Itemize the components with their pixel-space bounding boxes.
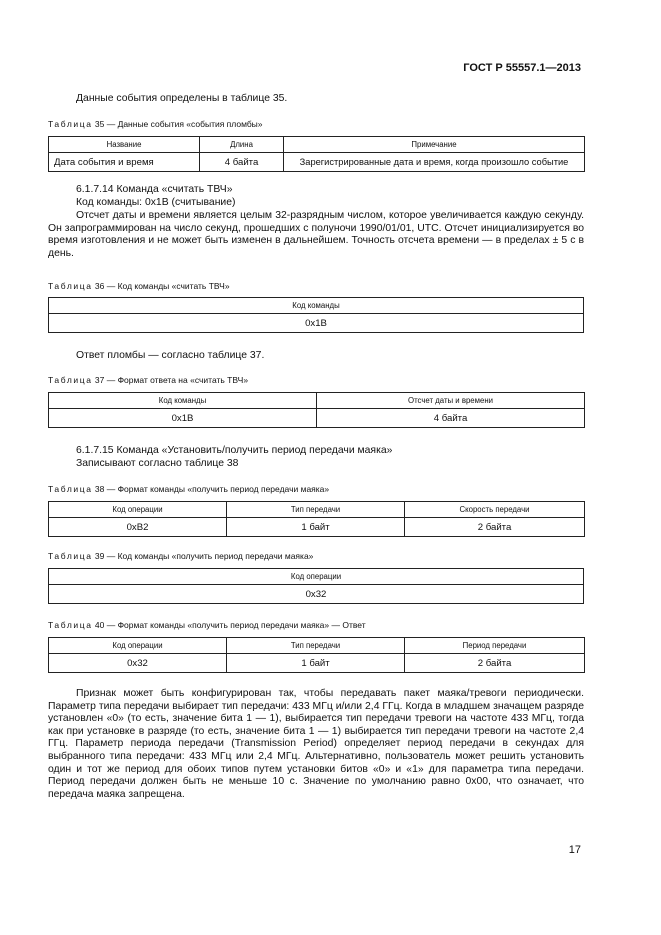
header-cell: Отсчет даты и времени xyxy=(317,393,585,409)
header-cell: Код команды xyxy=(49,298,584,314)
table-cell: 2 байта xyxy=(405,654,585,673)
table-header-row xyxy=(49,638,585,654)
table-39-caption xyxy=(48,551,313,561)
table-cell: 0x32 xyxy=(49,654,227,673)
section-6-1-7-15-note: Записывают согласно таблице 38 xyxy=(76,458,239,469)
table-row xyxy=(49,585,584,604)
caption-label: Таблица xyxy=(48,620,93,630)
table-36-caption xyxy=(48,281,230,291)
section-6-1-7-14-title: 6.1.7.14 Команда «считать ТВЧ» xyxy=(76,184,233,195)
table-cell: 0xB2 xyxy=(49,518,227,537)
table-cell: 4 байта xyxy=(317,409,585,428)
table-cell: Дата события и время xyxy=(49,153,200,172)
header-cell: Код команды xyxy=(49,393,317,409)
table-header-row xyxy=(49,393,585,409)
page-number: 17 xyxy=(568,844,581,856)
caption-text: 38 — Формат команды «получить период передачи маяка» xyxy=(92,484,330,494)
caption-text: 39 — Код команды «получить период передачи маяка» xyxy=(92,551,314,561)
table-38 xyxy=(48,501,585,537)
table-header-row xyxy=(49,502,585,518)
table-header-row xyxy=(49,298,584,314)
header-cell: Тип передачи xyxy=(227,502,405,518)
intro-paragraph: Данные события определены в таблице 35. xyxy=(76,93,288,104)
header-cell: Название xyxy=(49,137,200,153)
header-cell: Тип передачи xyxy=(227,638,405,654)
section-6-1-7-15-title: 6.1.7.15 Команда «Установить/получить период передачи маяка» xyxy=(76,445,393,456)
table-35-caption xyxy=(48,119,263,129)
command-code-line: Код команды: 0x1B (считывание) xyxy=(76,197,236,208)
table-row xyxy=(49,314,584,333)
header-cell: Код операции xyxy=(49,569,584,585)
table-row xyxy=(49,409,585,428)
table-cell: 1 байт xyxy=(227,518,405,537)
document-id: ГОСТ Р 55557.1—2013 xyxy=(463,62,581,74)
header-cell: Длина xyxy=(200,137,284,153)
table-row xyxy=(49,654,585,673)
table-cell: 0x1B xyxy=(49,409,317,428)
section-6-1-7-14-description: Отсчет даты и времени является целым 32-разрядным числом, которое увеличивается каждую секунду. Он запрограммирован на число секунд, прошедших с полуночи 1990/01/01, UTC. Отсчет инициализируется во время изготовления и не может быть изменен в дальнейшем. Точность отсчета времени — в пределах ± 5 с в день. xyxy=(48,210,584,259)
caption-text: 37 — Формат ответа на «считать ТВЧ» xyxy=(92,375,249,385)
header-cell: Скорость передачи xyxy=(405,502,585,518)
reply-paragraph: Ответ пломбы — согласно таблице 37. xyxy=(76,350,265,361)
table-40 xyxy=(48,637,585,673)
table-cell: 1 байт xyxy=(227,654,405,673)
caption-label: Таблица xyxy=(48,484,93,494)
table-36 xyxy=(48,297,584,333)
table-37 xyxy=(48,392,585,428)
table-row xyxy=(49,153,585,172)
table-39 xyxy=(48,568,584,604)
final-paragraph: Признак может быть конфигурирован так, чтобы передавать пакет маяка/тревоги периодически. Параметр типа передачи выбирает тип передачи: 433 МГц и/или 2,4 ГГц. Когда в младшем значащем разряде установлен «0» (то есть, значение бита 1 — 1), выбирается тип передачи тревоги на частоте 433 МГц, тогда как при установке в разряде (то есть, значение бита 1 — 1) выбирается тип передачи тревоги на частоте 2,4 ГГц. Параметр периода передачи (Transmission Period) определяет период передачи в секундах для выбранного типа передачи: 433 МГц или 2,4 МГц. Альтернативно, пользователь может решить установить один и тот же период для обоих типов путем установки битов «0» и «1» для параметра типа передачи. Период передачи должен быть не меньше 10 с. Значение по умолчанию равно 0x00, что означает, что передача маяка запрещена. xyxy=(48,688,584,800)
header-cell: Период передачи xyxy=(405,638,585,654)
header-cell: Код операции xyxy=(49,638,227,654)
caption-text: 40 — Формат команды «получить период передачи маяка» — Ответ xyxy=(92,620,366,630)
table-37-caption xyxy=(48,375,248,385)
table-row xyxy=(49,518,585,537)
table-cell: 0x32 xyxy=(49,585,584,604)
table-35 xyxy=(48,136,585,172)
table-cell: 0x1B xyxy=(49,314,584,333)
table-38-caption xyxy=(48,484,329,494)
table-header-row xyxy=(49,137,585,153)
caption-text: 35 — Данные события «события пломбы» xyxy=(92,119,263,129)
caption-label: Таблица xyxy=(48,119,93,129)
table-header-row xyxy=(49,569,584,585)
caption-label: Таблица xyxy=(48,551,93,561)
header-cell: Примечание xyxy=(284,137,585,153)
caption-label: Таблица xyxy=(48,281,93,291)
table-cell: 4 байта xyxy=(200,153,284,172)
table-cell: Зарегистрированные дата и время, когда произошло событие xyxy=(284,153,585,172)
table-cell: 2 байта xyxy=(405,518,585,537)
table-40-caption xyxy=(48,620,366,630)
caption-label: Таблица xyxy=(48,375,93,385)
caption-text: 36 — Код команды «считать ТВЧ» xyxy=(92,281,230,291)
header-cell: Код операции xyxy=(49,502,227,518)
